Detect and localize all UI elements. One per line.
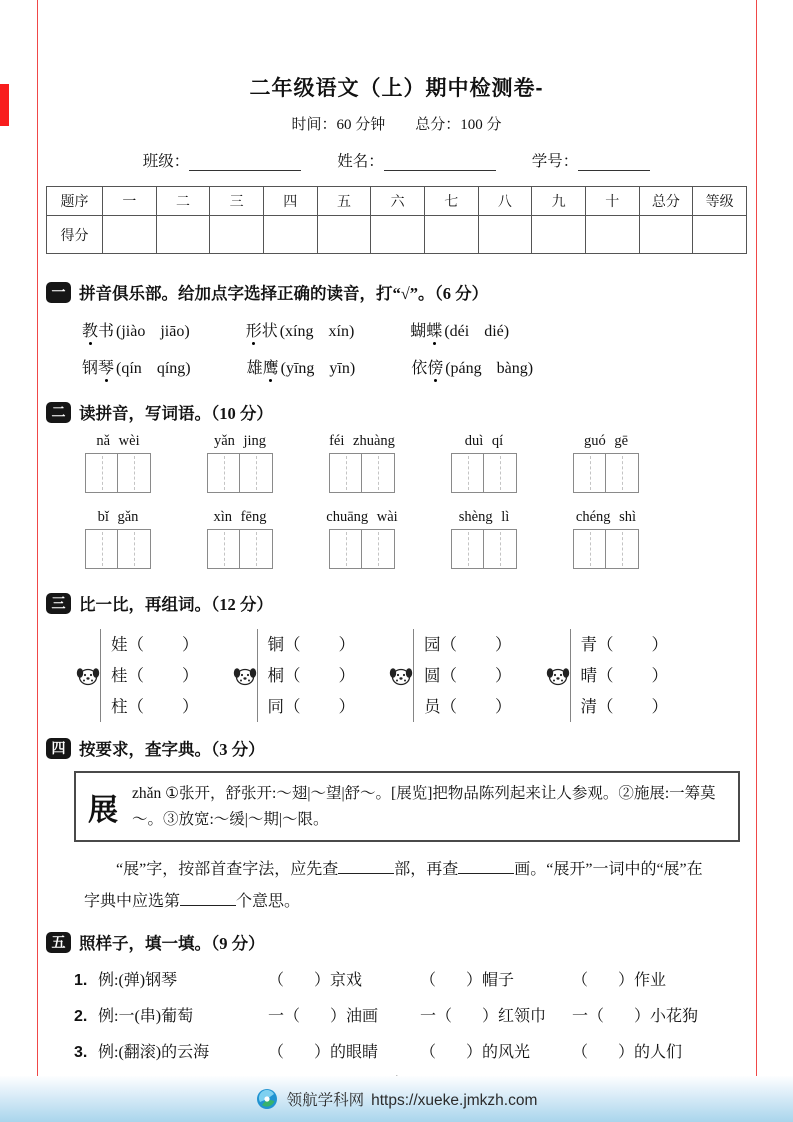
- compare-word: [111, 691, 199, 722]
- answer-bracket: （ ）: [597, 635, 668, 654]
- compare-words-grid: [86, 629, 747, 722]
- section-5-marker: 五: [46, 932, 71, 953]
- score-table-label: 题序: [47, 187, 103, 216]
- pinyin-write-unit: [572, 509, 640, 569]
- pinyin-write-row: [84, 509, 640, 569]
- field-label: 学号：: [531, 153, 579, 170]
- score-cell: [103, 216, 157, 254]
- answer-bracket: （ ）: [284, 666, 355, 685]
- item-number: 1.: [74, 972, 88, 990]
- target-word: [82, 360, 114, 377]
- grid-cell: [207, 529, 240, 569]
- section-1-title: 拼音俱乐部。给加点字选择正确的读音，打“√”。（6 分）: [79, 284, 489, 303]
- pinyin-item: [82, 355, 191, 378]
- section-3-title: 比一比，再组词。（12 分）: [79, 595, 273, 614]
- total-score: 总分：100 分: [415, 117, 502, 133]
- pinyin-label: duì qí: [464, 433, 504, 449]
- grid-cell: [573, 529, 606, 569]
- compare-word: [581, 660, 669, 691]
- pinyin-option: qín: [121, 360, 142, 377]
- grid-cell: [606, 529, 639, 569]
- grid-cell: [573, 453, 606, 493]
- fill-blank: （ ）的风光: [420, 1044, 531, 1062]
- section-3-header: [46, 591, 747, 615]
- exam-meta-line: [46, 113, 747, 134]
- compare-char: 桐: [267, 666, 284, 685]
- fill-blank: （ ）的眼睛: [268, 1044, 379, 1062]
- compare-char: 晴: [580, 666, 597, 685]
- student-field: [532, 149, 651, 171]
- grid-cell: [451, 529, 484, 569]
- pinyin-option: dié: [484, 323, 504, 340]
- writing-grid: [329, 453, 395, 493]
- compare-word: [424, 691, 512, 722]
- margin-rule-left: [37, 0, 38, 1122]
- compare-char: 柱: [111, 697, 128, 716]
- pinyin-write-unit: [84, 509, 152, 569]
- dalmatian-dog-icon: [388, 666, 414, 686]
- score-column-header: 十: [585, 187, 639, 216]
- grid-cell: [484, 529, 517, 569]
- target-word: [82, 323, 114, 340]
- pinyin-options: (jiào jiāo): [116, 323, 190, 340]
- score-table: [46, 186, 747, 254]
- grid-cell: [329, 529, 362, 569]
- dictionary-definition: zhǎn ①张开，舒张开:～翅|～望|舒～。[展览]把物品陈列起来让人参观。②施展:一筹莫～。③放宽:～缓|～期|～限。: [132, 785, 716, 828]
- section-4-title: 按要求，查字典。（3 分）: [79, 740, 265, 759]
- score-cell: [210, 216, 264, 254]
- grid-cell: [85, 453, 118, 493]
- compare-words: [268, 629, 356, 722]
- grid-cell: [451, 453, 484, 493]
- section-3-marker: 三: [46, 593, 71, 614]
- writing-grid: [207, 529, 273, 569]
- compare-word: [581, 629, 669, 660]
- field-blank-line: [384, 155, 496, 171]
- field-blank-line: [189, 155, 301, 171]
- compare-column: [257, 629, 356, 722]
- grid-cell: [240, 453, 273, 493]
- site-link[interactable]: [287, 1088, 538, 1110]
- pinyin-label: shèng lì: [458, 509, 510, 525]
- pinyin-label: nǎ wèi: [96, 433, 140, 449]
- pinyin-write-unit: [84, 433, 152, 493]
- score-cell: [585, 216, 639, 254]
- answer-blank: [338, 858, 394, 874]
- dictionary-question: [84, 854, 709, 918]
- pinyin-write-unit: [450, 509, 518, 569]
- compare-char: 同: [267, 697, 284, 716]
- answer-blank: [458, 858, 514, 874]
- section-2-marker: 二: [46, 402, 71, 423]
- compare-word: [268, 629, 356, 660]
- compare-char: 园: [424, 635, 441, 654]
- pinyin-item: [411, 355, 533, 378]
- pinyin-label: bǐ gǎn: [97, 509, 139, 525]
- score-column-header: 六: [371, 187, 425, 216]
- section-2-title: 读拼音，写词语。（10 分）: [79, 404, 273, 423]
- score-column-header: 总分: [639, 187, 693, 216]
- pinyin-options: (qín qíng): [116, 360, 191, 377]
- compare-word: [581, 691, 669, 722]
- field-label: 班级：: [142, 153, 190, 170]
- pinyin-option: bàng: [496, 360, 528, 377]
- section-1-marker: 一: [46, 282, 71, 303]
- fill-in-row: [74, 967, 747, 990]
- pinyin-write-row: [84, 433, 640, 493]
- compare-char: 铜: [267, 635, 284, 654]
- section-5-header: [46, 930, 747, 954]
- fill-in-row: [74, 1039, 747, 1062]
- compare-char: 圆: [424, 666, 441, 685]
- site-url: https://xueke.jmkzh.com: [371, 1092, 538, 1109]
- score-column-header: 四: [263, 187, 317, 216]
- pinyin-option: yīng: [285, 360, 315, 377]
- grid-cell: [118, 453, 151, 493]
- compare-char: 员: [424, 697, 441, 716]
- pinyin-row: [82, 355, 747, 378]
- pinyin-label: guó gē: [583, 433, 629, 449]
- target-word: [411, 360, 443, 377]
- score-row-label: 得分: [47, 216, 103, 254]
- grid-cell: [207, 453, 240, 493]
- compare-word: [111, 660, 199, 691]
- score-cell: [263, 216, 317, 254]
- compare-words: [424, 629, 512, 722]
- section-2-header: [46, 400, 747, 424]
- score-column-header: 二: [156, 187, 210, 216]
- compare-word: [111, 629, 199, 660]
- pinyin-options: (yīng yīn): [280, 360, 356, 377]
- target-word: [410, 323, 442, 340]
- word-char: 琴: [98, 360, 115, 377]
- pinyin-label: chuāng wài: [326, 509, 398, 525]
- word-char: 书: [98, 323, 115, 340]
- compare-words: [581, 629, 669, 722]
- writing-grid: [207, 453, 273, 493]
- dalmatian-dog-icon: [232, 666, 258, 686]
- pinyin-label: féi zhuàng: [329, 433, 395, 449]
- pinyin-write-unit: [328, 433, 396, 493]
- section-1: [46, 280, 747, 378]
- score-column-header: 等级: [693, 187, 747, 216]
- dictionary-headword: 展: [88, 793, 118, 827]
- target-word: [247, 360, 279, 377]
- score-cell: [532, 216, 586, 254]
- pinyin-option: qíng: [156, 360, 186, 377]
- score-column-header: 八: [478, 187, 532, 216]
- writing-grid: [329, 529, 395, 569]
- student-field: [143, 149, 302, 171]
- question-text: 部，再查: [394, 861, 459, 879]
- word-char: 雄: [246, 360, 263, 377]
- pinyin-item: [247, 355, 356, 378]
- answer-bracket: （ ）: [284, 635, 355, 654]
- fill-in-row: [74, 1003, 747, 1026]
- answer-bracket: （ ）: [597, 666, 668, 685]
- page-title: 二年级语文（上）期中检测卷-: [249, 77, 544, 100]
- word-char: 教: [82, 323, 99, 340]
- pinyin-write-unit: [328, 509, 396, 569]
- score-column-header: 三: [210, 187, 264, 216]
- site-logo-icon: [256, 1088, 278, 1110]
- pinyin-options: (xíng xín): [279, 323, 355, 340]
- grid-cell: [329, 453, 362, 493]
- answer-bracket: （ ）: [440, 635, 512, 654]
- pinyin-option: xín: [328, 323, 349, 340]
- compare-word: [424, 660, 512, 691]
- pinyin-write-unit: [206, 509, 274, 569]
- margin-rule-right: [756, 0, 757, 1122]
- fill-blank: （ ）的人们: [572, 1044, 683, 1062]
- pinyin-item: [410, 318, 509, 341]
- pinyin-row: [82, 318, 747, 341]
- question-text: 画。“展开”一词中的“展”在字典中应选第: [84, 861, 703, 911]
- compare-column: [570, 629, 669, 722]
- example-text: 例:一(串)葡萄: [98, 1008, 194, 1026]
- fill-blank: 一（ ）红领巾: [420, 1008, 547, 1026]
- answer-bracket: （ ）: [127, 697, 199, 716]
- dalmatian-dog-icon: [545, 666, 571, 686]
- score-column-header: 一: [103, 187, 157, 216]
- item-number: 3.: [74, 1044, 88, 1062]
- pinyin-write-unit: [206, 433, 274, 493]
- pinyin-option: xíng: [285, 323, 314, 340]
- score-cell: [371, 216, 425, 254]
- answer-bracket: （ ）: [284, 697, 355, 716]
- student-field: [337, 149, 496, 171]
- pinyin-option: páng: [450, 360, 482, 377]
- grid-cell: [118, 529, 151, 569]
- grid-cell: [362, 529, 395, 569]
- fill-blank: （ ）帽子: [420, 972, 515, 990]
- corner-red-mark: [0, 84, 9, 126]
- target-word: [246, 323, 278, 340]
- word-char: 蝴: [410, 323, 427, 340]
- question-text: “展”字，按部首查字法，应先查: [116, 861, 339, 879]
- pinyin-write-unit: [572, 433, 640, 493]
- fill-in-items: [46, 967, 747, 1062]
- grid-cell: [606, 453, 639, 493]
- item-number: 2.: [74, 1008, 88, 1026]
- section-2: [46, 400, 747, 569]
- word-char: 傍: [427, 360, 444, 377]
- pinyin-item: [246, 318, 355, 341]
- example-text: 例:(弹)钢琴: [98, 972, 178, 990]
- pinyin-write-rows: [84, 433, 747, 569]
- pinyin-label: chéng shì: [575, 509, 637, 525]
- compare-char: 桂: [111, 666, 128, 685]
- word-char: 钢: [82, 360, 99, 377]
- compare-char: 娃: [111, 635, 128, 654]
- grid-cell: [85, 529, 118, 569]
- fill-blank: 一（ ）油画: [268, 1008, 379, 1026]
- answer-bracket: （ ）: [127, 666, 199, 685]
- pinyin-options: (déi dié): [444, 323, 510, 340]
- compare-word: [268, 691, 356, 722]
- answer-blank: [180, 890, 236, 906]
- pinyin-option: yīn: [329, 360, 350, 377]
- writing-grid: [573, 529, 639, 569]
- site-name: 领航学科网: [286, 1092, 365, 1109]
- writing-grid: [85, 529, 151, 569]
- section-3: [46, 591, 747, 722]
- section-4-header: [46, 736, 747, 760]
- score-cell: [424, 216, 478, 254]
- field-label: 姓名：: [337, 153, 384, 170]
- compare-column: [413, 629, 512, 722]
- writing-grid: [451, 453, 517, 493]
- section-4: [46, 736, 747, 918]
- fill-blank: （ ）作业: [572, 972, 667, 990]
- word-char: 形: [245, 323, 262, 340]
- answer-bracket: （ ）: [440, 697, 512, 716]
- time-limit: 时间：60 分钟: [291, 117, 386, 133]
- example-text: 例:(翻滚)的云海: [98, 1044, 210, 1062]
- answer-bracket: （ ）: [440, 666, 512, 685]
- fill-blank: 一（ ）小花狗: [572, 1008, 699, 1026]
- score-cell: [639, 216, 693, 254]
- score-cell: [317, 216, 371, 254]
- pinyin-write-unit: [450, 433, 518, 493]
- score-cell: [693, 216, 747, 254]
- grid-cell: [362, 453, 395, 493]
- pinyin-label: yǎn jing: [213, 433, 267, 449]
- section-4-marker: 四: [46, 738, 71, 759]
- student-fields: [46, 149, 747, 171]
- dalmatian-dog-icon: [75, 666, 101, 686]
- word-char: 蝶: [426, 323, 443, 340]
- grid-cell: [240, 529, 273, 569]
- score-column-header: 五: [317, 187, 371, 216]
- pinyin-label: xìn fēng: [213, 509, 267, 525]
- compare-column: [100, 629, 199, 722]
- dictionary-entry-box: [74, 771, 740, 842]
- pinyin-option: jiāo: [160, 323, 185, 340]
- footer-bar: [0, 1076, 793, 1122]
- compare-word: [268, 660, 356, 691]
- score-cell: [478, 216, 532, 254]
- score-cell: [156, 216, 210, 254]
- word-char: 鹰: [262, 360, 279, 377]
- score-column-header: 七: [424, 187, 478, 216]
- pinyin-options: (páng bàng): [445, 360, 534, 377]
- word-char: 状: [261, 323, 278, 340]
- fill-blank: （ ）京戏: [268, 972, 363, 990]
- section-5-title: 照样子，填一填。（9 分）: [79, 934, 265, 954]
- writing-grid: [85, 453, 151, 493]
- writing-grid: [451, 529, 517, 569]
- section-1-header: [46, 280, 747, 304]
- writing-grid: [573, 453, 639, 493]
- compare-char: 清: [580, 697, 597, 716]
- score-table-header-row: [47, 187, 747, 216]
- compare-words: [111, 629, 199, 722]
- pinyin-option: jiào: [121, 323, 146, 340]
- answer-bracket: （ ）: [597, 697, 668, 716]
- score-column-header: 九: [532, 187, 586, 216]
- word-char: 依: [411, 360, 428, 377]
- pinyin-item: [82, 318, 190, 341]
- pinyin-option: déi: [449, 323, 470, 340]
- field-blank-line: [578, 155, 650, 171]
- grid-cell: [484, 453, 517, 493]
- compare-char: 青: [580, 635, 597, 654]
- answer-bracket: （ ）: [127, 635, 199, 654]
- section-5: [46, 930, 747, 1062]
- score-table-score-row: [47, 216, 747, 254]
- compare-word: [424, 629, 512, 660]
- pinyin-club-items: [46, 318, 747, 378]
- question-text: 个意思。: [236, 893, 301, 911]
